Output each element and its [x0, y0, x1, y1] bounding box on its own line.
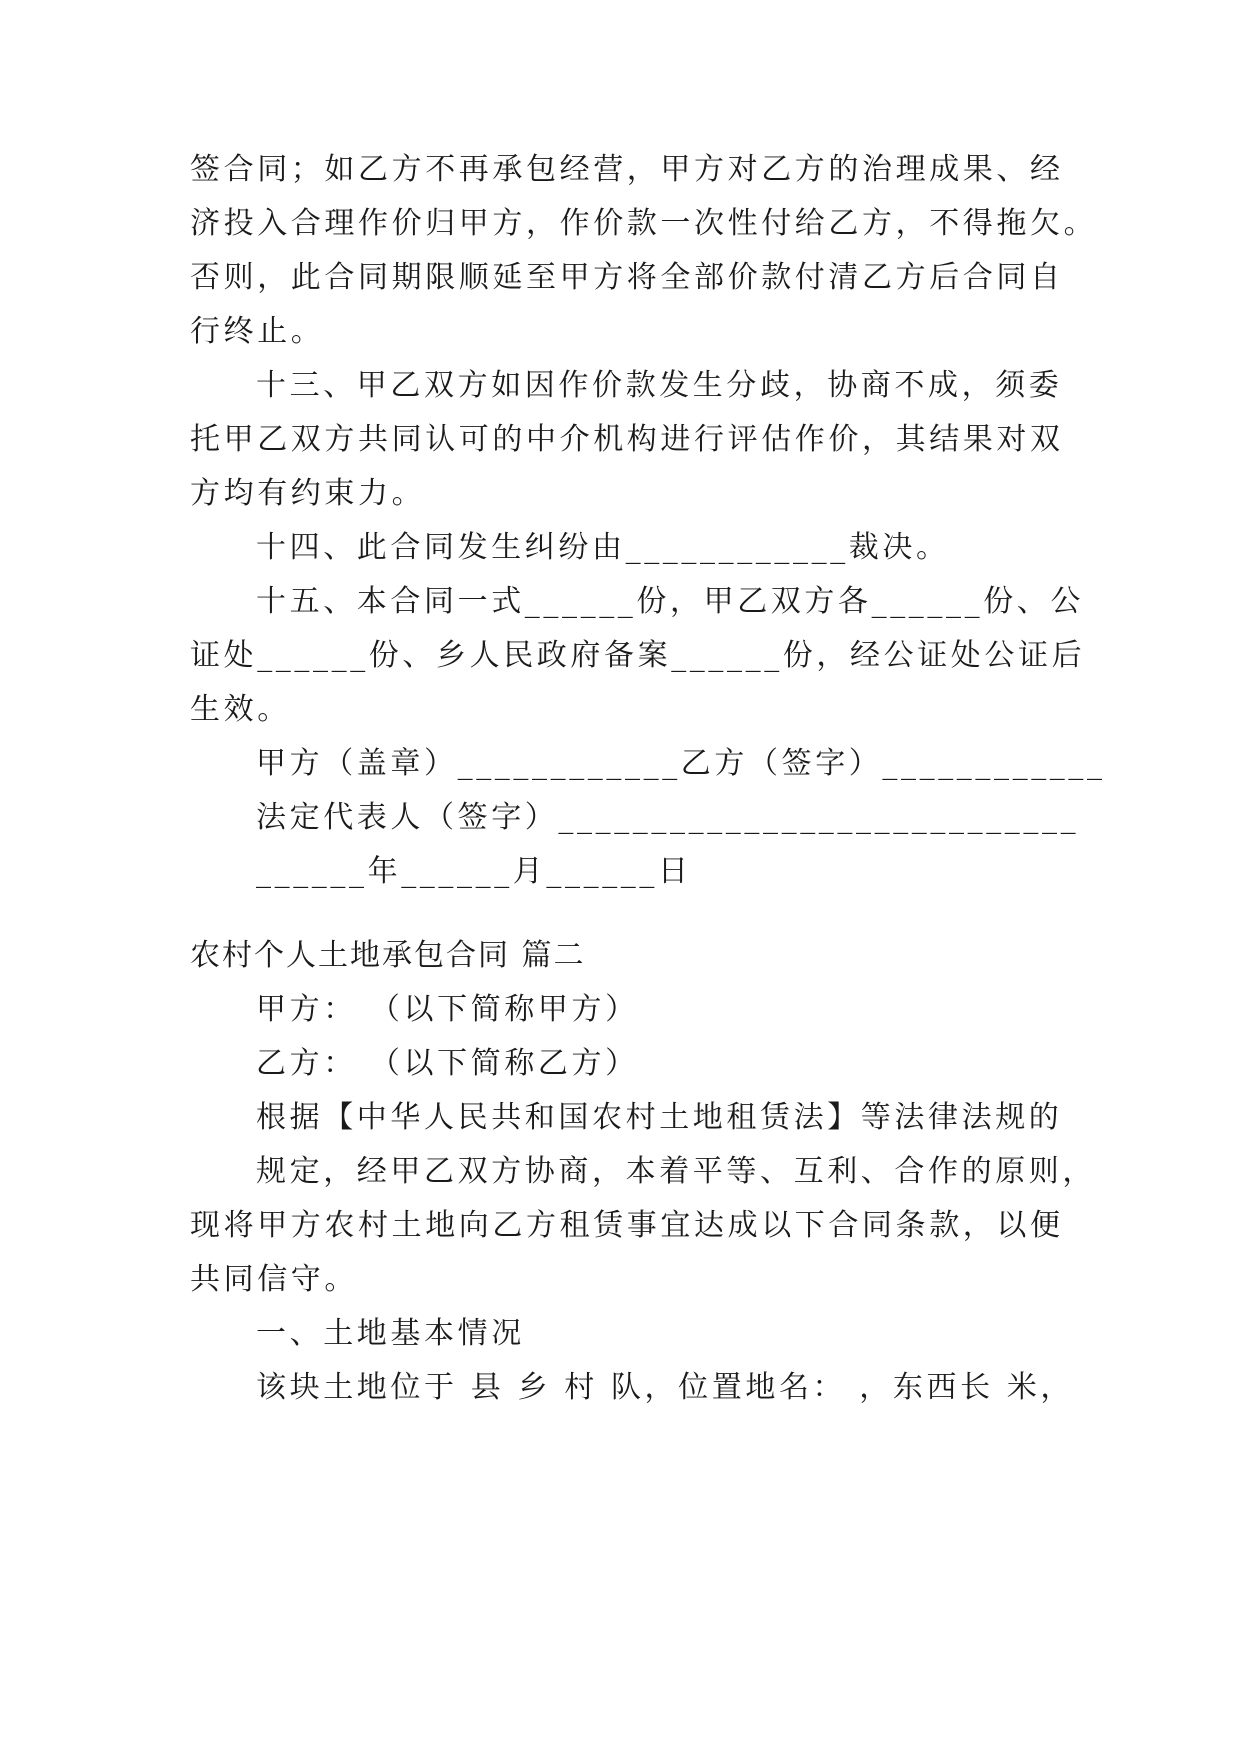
clause-15-line: 十五、本合同一式______份，甲乙双方各______份、公	[256, 584, 1084, 619]
clause-14-line: 十四、此合同发生纠纷由____________裁决。	[256, 530, 950, 565]
paragraph-line: 否则，此合同期限顺延至甲方将全部价款付清乙方后合同自	[190, 260, 1064, 295]
clause-13-line: 十三、甲乙双方如因作价款发生分歧，协商不成，须委	[256, 368, 1063, 403]
paragraph-line: 签合同；如乙方不再承包经营，甲方对乙方的治理成果、经	[190, 152, 1064, 187]
section-title: 农村个人土地承包合同 篇二	[190, 938, 586, 973]
signature-line-legal-rep: 法定代表人（签字）____________________________	[256, 800, 1080, 835]
paragraph-line: 生效。	[190, 692, 291, 727]
preamble-line: 现将甲方农村土地向乙方租赁事宜达成以下合同条款，以便	[190, 1208, 1064, 1243]
paragraph-line: 托甲乙双方共同认可的中介机构进行评估作价，其结果对双	[190, 422, 1064, 457]
paragraph-line: 济投入合理作价归甲方，作价款一次性付给乙方，不得拖欠。	[190, 206, 1098, 241]
signature-line-parties: 甲方（盖章）____________乙方（签字）____________	[256, 746, 1106, 781]
clause-1-heading: 一、土地基本情况	[256, 1316, 525, 1351]
party-b-line: 乙方： （以下简称乙方）	[256, 1046, 639, 1081]
preamble-line: 共同信守。	[190, 1262, 358, 1297]
paragraph-line: 行终止。	[190, 314, 325, 349]
land-location-line: 该块土地位于 县 乡 村 队，位置地名： ，东西长 米，	[256, 1370, 1075, 1405]
date-line: ______年______月______日	[256, 854, 692, 889]
party-a-line: 甲方： （以下简称甲方）	[256, 992, 639, 1027]
preamble-line: 根据【中华人民共和国农村土地租赁法】等法律法规的	[256, 1100, 1063, 1135]
preamble-line: 规定，经甲乙双方协商，本着平等、互利、合作的原则，	[256, 1154, 1096, 1189]
paragraph-line: 方均有约束力。	[190, 476, 426, 511]
paragraph-line: 证处______份、乡人民政府备案______份，经公证处公证后	[190, 638, 1086, 673]
